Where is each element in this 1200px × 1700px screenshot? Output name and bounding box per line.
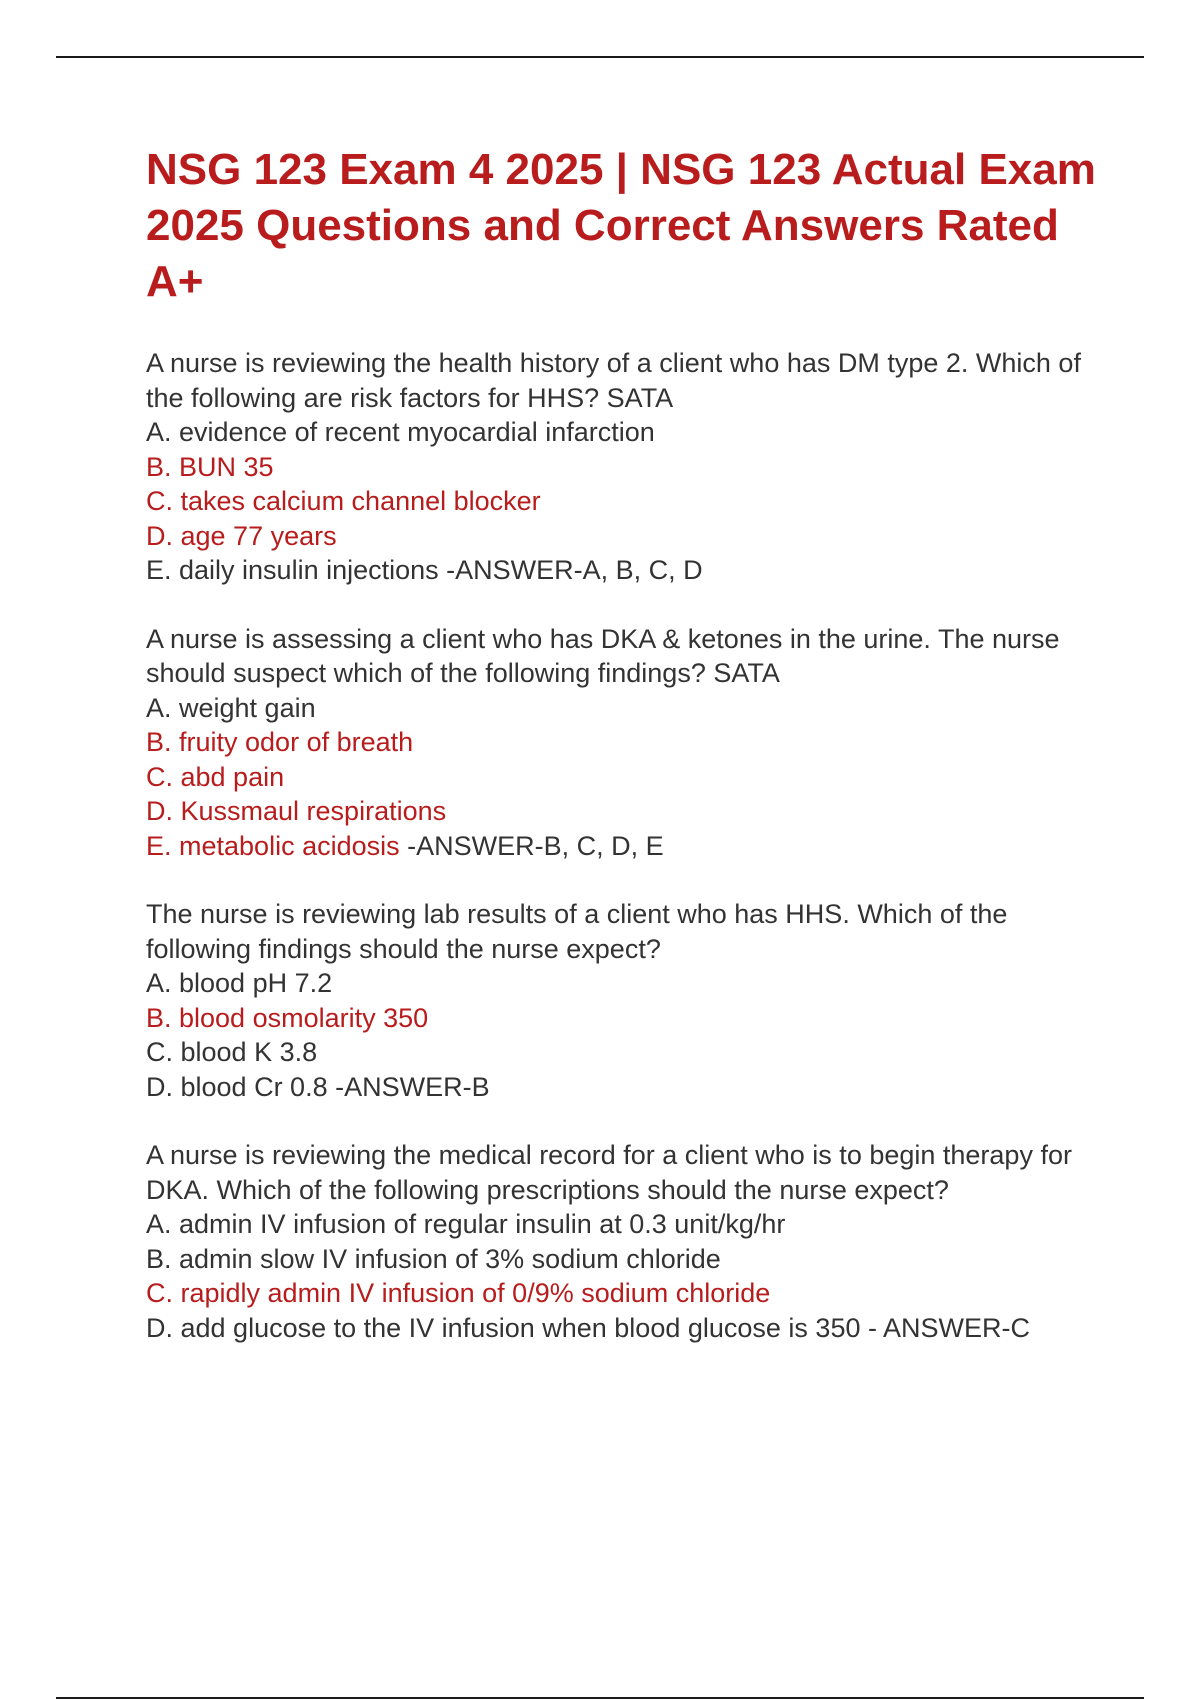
option-text: D. blood Cr 0.8 -ANSWER-B — [146, 1071, 490, 1102]
answer-option-correct — [146, 450, 1106, 485]
option-text: E. daily insulin injections -ANSWER-A, B, C, D — [146, 555, 703, 585]
option-text: B. admin slow IV infusion of 3% sodium chloride — [146, 1243, 721, 1274]
question-list — [146, 346, 1106, 1345]
document-body — [146, 142, 1106, 1379]
option-text: E. metabolic acidosis — [146, 830, 400, 861]
answer-option-correct — [146, 1276, 1106, 1311]
question-stem: A nurse is reviewing the health history of a client who has DM type 2. Which of the following are risk factors for HHS? SATA — [146, 348, 1081, 413]
answer-option-correct — [146, 484, 1106, 519]
answer-option — [146, 553, 1106, 588]
option-text: D. add glucose to the IV infusion when blood glucose is 350 - ANSWER-C — [146, 1312, 1030, 1343]
option-text: C. rapidly admin IV infusion of 0/9% sodium chloride — [146, 1278, 771, 1308]
answer-option — [146, 415, 1106, 450]
option-text: C. takes calcium channel blocker — [146, 486, 541, 516]
option-text: C. blood K 3.8 — [146, 1037, 318, 1067]
answer-option-correct — [146, 760, 1106, 795]
question-stem: The nurse is reviewing lab results of a client who has HHS. Which of the following findings should the nurse expect? — [146, 899, 1008, 964]
answer-option — [146, 1311, 1106, 1346]
answer-option-correct — [146, 829, 1106, 864]
top-rule — [56, 56, 1144, 58]
option-text: C. abd pain — [146, 761, 285, 792]
answer-option — [146, 966, 1106, 1001]
option-text: D. Kussmaul respirations — [146, 796, 447, 826]
option-text: B. fruity odor of breath — [146, 727, 414, 757]
option-text: A. blood pH 7.2 — [146, 968, 333, 998]
question-stem: A nurse is assessing a client who has DKA & ketones in the urine. The nurse should suspect which of the following findings? SATA — [146, 623, 1060, 688]
answer-option — [146, 1035, 1106, 1070]
answer-option-correct — [146, 794, 1106, 829]
answer-option — [146, 691, 1106, 726]
option-text: A. evidence of recent myocardial infarction — [146, 417, 655, 447]
option-text: B. blood osmolarity 350 — [146, 1002, 429, 1033]
bottom-rule — [56, 1697, 1144, 1699]
option-text: A. weight gain — [146, 692, 316, 723]
answer-option — [146, 1070, 1106, 1105]
question-block — [146, 622, 1106, 864]
answer-key: -ANSWER-B, C, D, E — [399, 830, 664, 861]
question-block — [146, 346, 1106, 588]
answer-option — [146, 1242, 1106, 1277]
option-text: A. admin IV infusion of regular insulin at 0.3 unit/kg/hr — [146, 1209, 786, 1239]
option-text: B. BUN 35 — [146, 451, 274, 482]
document-title: NSG 123 Exam 4 2025 | NSG 123 Actual Exam 2025 Questions and Correct Answers Rated A+ — [146, 145, 1096, 306]
answer-option-correct — [146, 725, 1106, 760]
answer-option-correct — [146, 519, 1106, 554]
answer-option-correct — [146, 1001, 1106, 1036]
question-stem: A nurse is reviewing the medical record for a client who is to begin therapy for DKA. Which of the following prescriptions should the nurse expect? — [146, 1140, 1072, 1205]
question-block — [146, 897, 1106, 1104]
answer-option — [146, 1207, 1106, 1242]
question-block — [146, 1138, 1106, 1345]
option-text: D. age 77 years — [146, 520, 337, 551]
